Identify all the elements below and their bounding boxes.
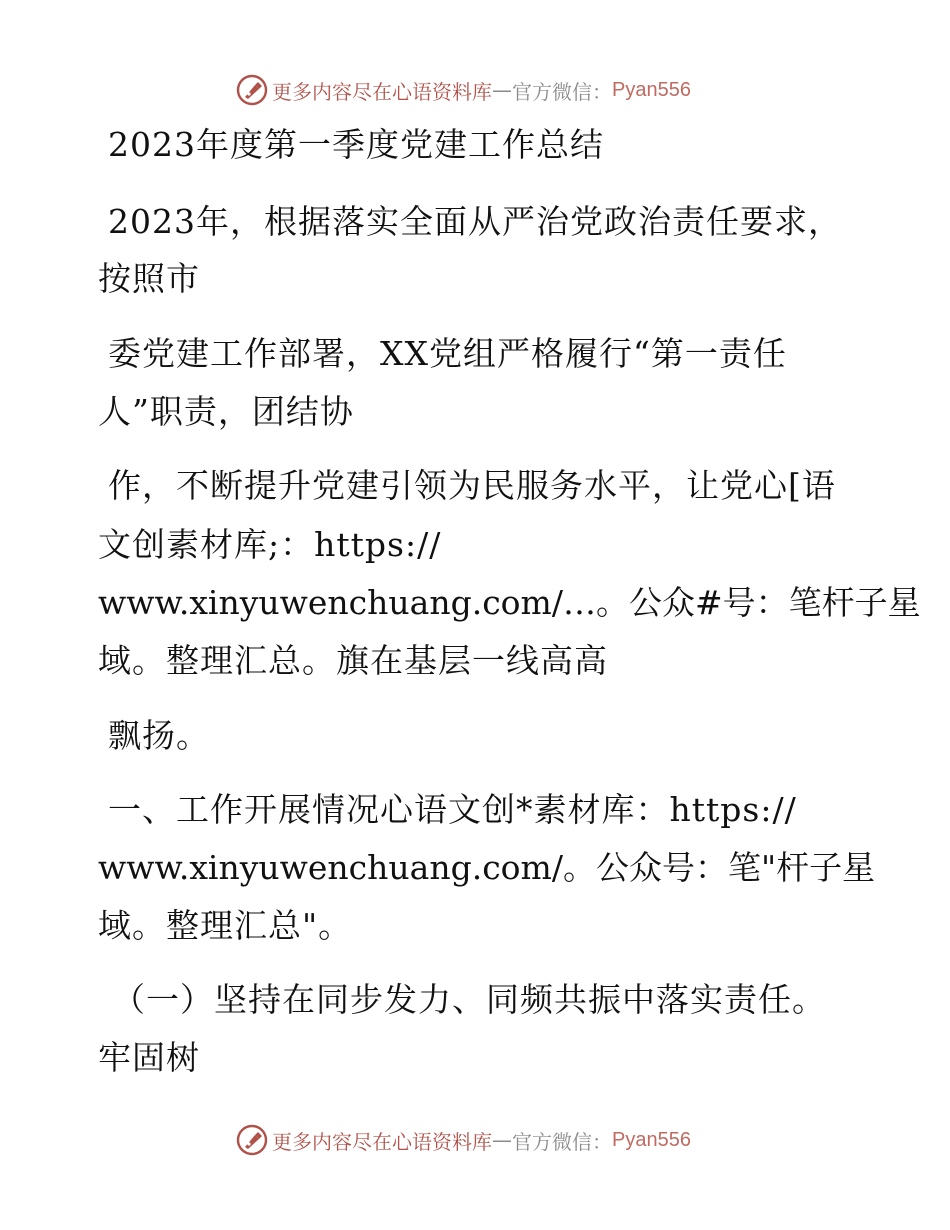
banner-separator: — (492, 78, 512, 102)
header-watermark-banner (236, 72, 691, 108)
paragraph-line: 委党建工作部署，XX党组严格履行“第一责任 (108, 334, 787, 373)
footer-watermark-banner (236, 1122, 691, 1158)
paragraph-line: 人”职责，团结协 (98, 392, 354, 431)
banner-brand-text: 更多内容尽在心语资料库 (272, 79, 492, 104)
banner-separator: — (492, 1128, 512, 1152)
paragraph-line: 作，不断提升党建引领为民服务水平，让党心[语 (108, 466, 836, 505)
banner-brand-text: 更多内容尽在心语资料库 (272, 1129, 492, 1154)
paragraph-line: 牢固树 (98, 1038, 200, 1077)
paragraph-line: www.xinyuwenchuang.com/…。公众#号：笔杆子星 (98, 583, 921, 622)
paragraph-line: 域。整理汇总。旗在基层一线高高 (98, 641, 608, 680)
pen-nib-logo-icon (236, 1124, 268, 1156)
subsection-heading: （一）坚持在同步发力、同频共振中落实责任。 (112, 980, 826, 1019)
banner-contact-id: Pyan556 (612, 1128, 691, 1151)
section-heading: 一、工作开展情况心语文创*素材库：https:// (108, 790, 797, 829)
paragraph-line: 域。整理汇总"。 (98, 906, 353, 945)
paragraph-line: www.xinyuwenchuang.com/。公众号：笔"杆子星 (98, 848, 876, 887)
document-title: 2023年度第一季度党建工作总结 (108, 125, 604, 164)
banner-contact-id: Pyan556 (612, 78, 691, 101)
pen-nib-logo-icon (236, 74, 268, 106)
paragraph-line: 2023年，根据落实全面从严治党政治责任要求， (108, 202, 842, 241)
paragraph-line: 文创素材库;：https:// (98, 525, 442, 564)
banner-contact-label: 官方微信： (512, 79, 612, 104)
paragraph-line: 飘扬。 (108, 716, 210, 755)
banner-contact-label: 官方微信： (512, 1129, 612, 1154)
paragraph-line: 按照市 (98, 259, 200, 298)
